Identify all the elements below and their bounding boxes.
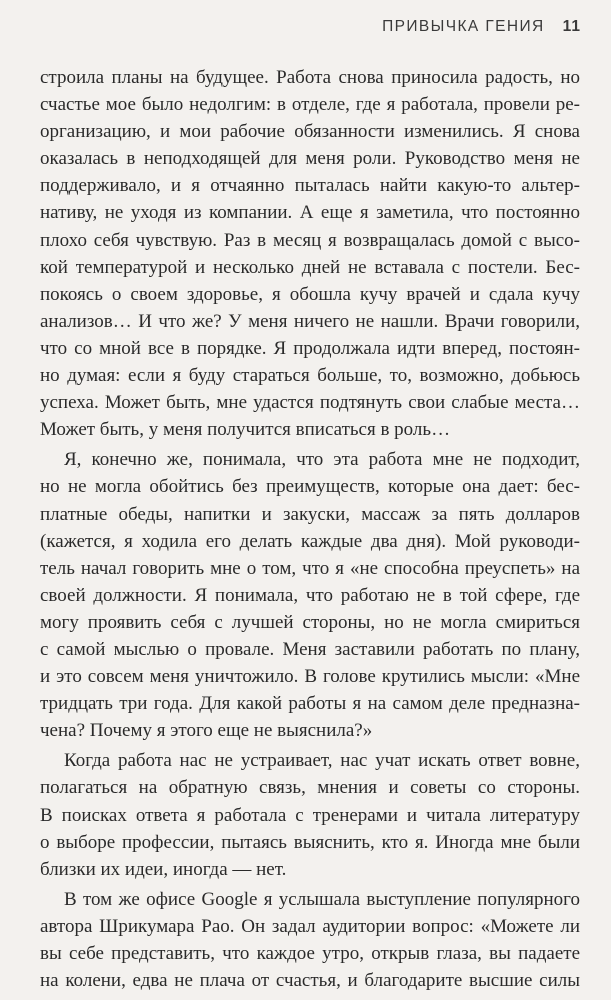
text-line: близки их идеи, иногда — нет. (40, 858, 287, 880)
text-line: В поисках ответа я работала с тренерами и читала литературу (40, 804, 580, 826)
page-number: 11 (562, 18, 581, 35)
text-line: чена? Почему я этого еще не выяснила?» (40, 720, 373, 742)
text-line: поддерживало, и я отчаянно пыталась найти какую-то альтер- (40, 175, 580, 197)
running-head (382, 18, 581, 36)
text-line: автора Шрикумара Рао. Он задал аудитории вопрос: «Можете ли (40, 915, 580, 937)
paragraph (40, 886, 580, 994)
text-line: Может быть, у меня получится вписаться в роль… (40, 419, 451, 441)
text-line: своей должности. Я понимала, что работаю не в той сфере, где (40, 584, 580, 606)
text-line: успеха. Может быть, мне удастся подтянуть свои слабые места… (40, 392, 580, 414)
text-line: и это совсем меня уничтожило. В голове крутились мысли: «Мне (40, 666, 580, 688)
text-line: нативу, не уходя из компании. А еще я заметила, что постоянно (40, 202, 580, 224)
text-line: плохо себя чувствую. Раз в месяц я возвращалась домой с высо- (40, 229, 580, 251)
text-line: (кажется, я ходила его делать каждые два дня). Мой руководи- (40, 530, 580, 552)
text-line: вы себе представить, что каждое утро, открыв глаза, вы падаете (40, 943, 580, 964)
text-line: строила планы на будущее. Работа снова приносила радость, но (40, 67, 580, 88)
text-line: что со мной все в порядке. Я продолжала идти вперед, постоян- (40, 337, 580, 359)
paragraph (40, 64, 580, 443)
paragraph (40, 446, 580, 744)
text-line: о выборе профессии, пытаясь выяснить, кто я. Иногда мне были (40, 831, 580, 853)
text-line: но не могла обойтись без преимуществ, которые она дает: бес- (40, 476, 580, 498)
text-line: полагаться на обратную связь, мнения и советы со стороны. (40, 777, 580, 799)
text-line: могу проявить себя с лучшей стороны, но не могла смириться (40, 611, 580, 633)
text-line: В том же офисе Google я услышала выступление популярного (64, 888, 580, 910)
text-line: анализов… И что же? У меня ничего не нашли. Врачи говорили, (40, 310, 580, 332)
text-line: покоясь о своем здоровье, я обошла кучу врачей и сдала кучу (40, 283, 580, 305)
text-line: с самой мыслью о провале. Меня заставили работать по плану, (40, 638, 580, 660)
text-line: платные обеды, напитки и закуски, массаж за пять долларов (40, 503, 580, 525)
body-text (40, 64, 580, 997)
text-line: тель начал говорить мне о том, что я «не способна преуспеть» на (40, 557, 580, 579)
paragraph (40, 747, 580, 882)
text-line: оказалась в неподходящей для меня роли. Руководство меня не (40, 148, 580, 170)
text-line: тридцать три года. Для какой работы я на самом деле предназна- (40, 693, 580, 715)
text-line: но думая: если я буду стараться больше, то, возможно, добьюсь (40, 365, 580, 387)
text-line: кой температурой и несколько дней не вставала с постели. Бес- (40, 256, 580, 278)
text-line: счастье мое было недолгим: в отделе, где я работала, провели ре- (40, 94, 580, 116)
text-line: Когда работа нас не устраивает, нас учат искать ответ вовне, (64, 750, 580, 772)
text-line: организацию, и мои рабочие обязанности изменились. Я снова (40, 121, 580, 143)
text-line: Я, конечно же, понимала, что эта работа мне не подходит, (64, 449, 580, 471)
text-line: на колени, едва не плача от счастья, и благодарите высшие силы (40, 970, 580, 992)
running-head-title: ПРИВЫЧКА ГЕНИЯ (382, 18, 545, 35)
